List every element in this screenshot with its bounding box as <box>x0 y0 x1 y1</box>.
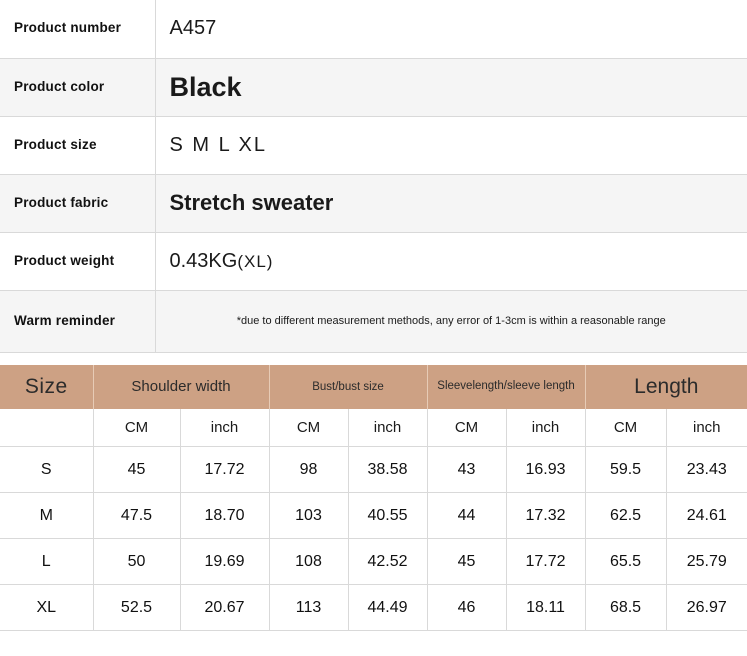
table-row <box>0 447 747 493</box>
table-row <box>0 585 747 631</box>
unit-bust-inch: inch <box>348 409 427 447</box>
cell-bust-inch: 38.58 <box>348 447 427 493</box>
size-chart-header-row <box>0 365 747 409</box>
spec-value-product-number: A457 <box>169 17 217 40</box>
cell-size: XL <box>0 585 93 631</box>
cell-length-cm: 65.5 <box>585 539 666 585</box>
cell-shoulder-inch: 18.70 <box>180 493 269 539</box>
spec-label-warm-reminder: Warm reminder <box>0 290 155 352</box>
unit-blank <box>0 409 93 447</box>
size-chart-unit-row <box>0 409 747 447</box>
cell-shoulder-inch: 19.69 <box>180 539 269 585</box>
unit-shoulder-inch: inch <box>180 409 269 447</box>
spec-value-product-color: Black <box>155 58 747 116</box>
cell-length-inch: 25.79 <box>666 539 747 585</box>
cell-bust-inch: 40.55 <box>348 493 427 539</box>
cell-sleeve-cm: 45 <box>427 539 506 585</box>
cell-length-cm: 62.5 <box>585 493 666 539</box>
cell-bust-cm: 98 <box>269 447 348 493</box>
header-bust-size: Bust/bust size <box>269 365 427 409</box>
spec-row-product-number <box>0 0 747 58</box>
cell-bust-inch: 44.49 <box>348 585 427 631</box>
spec-row-product-color <box>0 58 747 116</box>
cell-bust-cm: 113 <box>269 585 348 631</box>
unit-sleeve-cm: CM <box>427 409 506 447</box>
cell-shoulder-inch: 17.72 <box>180 447 269 493</box>
header-shoulder-width: Shoulder width <box>93 365 269 409</box>
cell-length-cm: 59.5 <box>585 447 666 493</box>
cell-sleeve-cm: 46 <box>427 585 506 631</box>
cell-bust-cm: 108 <box>269 539 348 585</box>
spec-value-product-weight <box>155 232 747 290</box>
cell-length-inch: 24.61 <box>666 493 747 539</box>
spec-value-warm-reminder: *due to different measurement methods, any error of 1-3cm is within a reasonable range <box>155 290 747 352</box>
table-row <box>0 539 747 585</box>
product-weight-number: 0.43KG <box>169 249 238 272</box>
spec-row-product-size <box>0 116 747 174</box>
cell-size: L <box>0 539 93 585</box>
spec-label-product-color: Product color <box>0 58 155 116</box>
cell-length-cm: 68.5 <box>585 585 666 631</box>
spec-value-product-size: S M L XL <box>169 133 268 156</box>
cell-bust-cm: 103 <box>269 493 348 539</box>
spec-label-product-fabric: Product fabric <box>0 174 155 232</box>
cell-shoulder-cm: 47.5 <box>93 493 180 539</box>
unit-sleeve-inch: inch <box>506 409 585 447</box>
size-chart <box>0 365 747 632</box>
header-sleeve-length: Sleevelength/sleeve length <box>427 365 585 409</box>
header-size: Size <box>0 365 93 409</box>
cell-shoulder-cm: 45 <box>93 447 180 493</box>
spec-row-product-weight <box>0 232 747 290</box>
cell-shoulder-cm: 50 <box>93 539 180 585</box>
cell-sleeve-cm: 44 <box>427 493 506 539</box>
spec-label-product-size: Product size <box>0 116 155 174</box>
cell-sleeve-inch: 16.93 <box>506 447 585 493</box>
cell-size: S <box>0 447 93 493</box>
cell-sleeve-inch: 17.32 <box>506 493 585 539</box>
unit-bust-cm: CM <box>269 409 348 447</box>
cell-sleeve-inch: 17.72 <box>506 539 585 585</box>
size-chart-table <box>0 365 747 632</box>
spec-label-product-weight: Product weight <box>0 232 155 290</box>
spec-row-warm-reminder <box>0 290 747 352</box>
cell-shoulder-inch: 20.67 <box>180 585 269 631</box>
unit-shoulder-cm: CM <box>93 409 180 447</box>
product-weight-suffix: (XL) <box>237 251 274 271</box>
table-row <box>0 493 747 539</box>
cell-bust-inch: 42.52 <box>348 539 427 585</box>
cell-sleeve-inch: 18.11 <box>506 585 585 631</box>
unit-length-inch: inch <box>666 409 747 447</box>
cell-length-inch: 23.43 <box>666 447 747 493</box>
cell-shoulder-cm: 52.5 <box>93 585 180 631</box>
spec-label-product-number: Product number <box>0 0 155 58</box>
spec-row-product-fabric <box>0 174 747 232</box>
cell-size: M <box>0 493 93 539</box>
header-length: Length <box>585 365 747 409</box>
spec-value-product-fabric: Stretch sweater <box>155 174 747 232</box>
cell-sleeve-cm: 43 <box>427 447 506 493</box>
unit-length-cm: CM <box>585 409 666 447</box>
cell-length-inch: 26.97 <box>666 585 747 631</box>
